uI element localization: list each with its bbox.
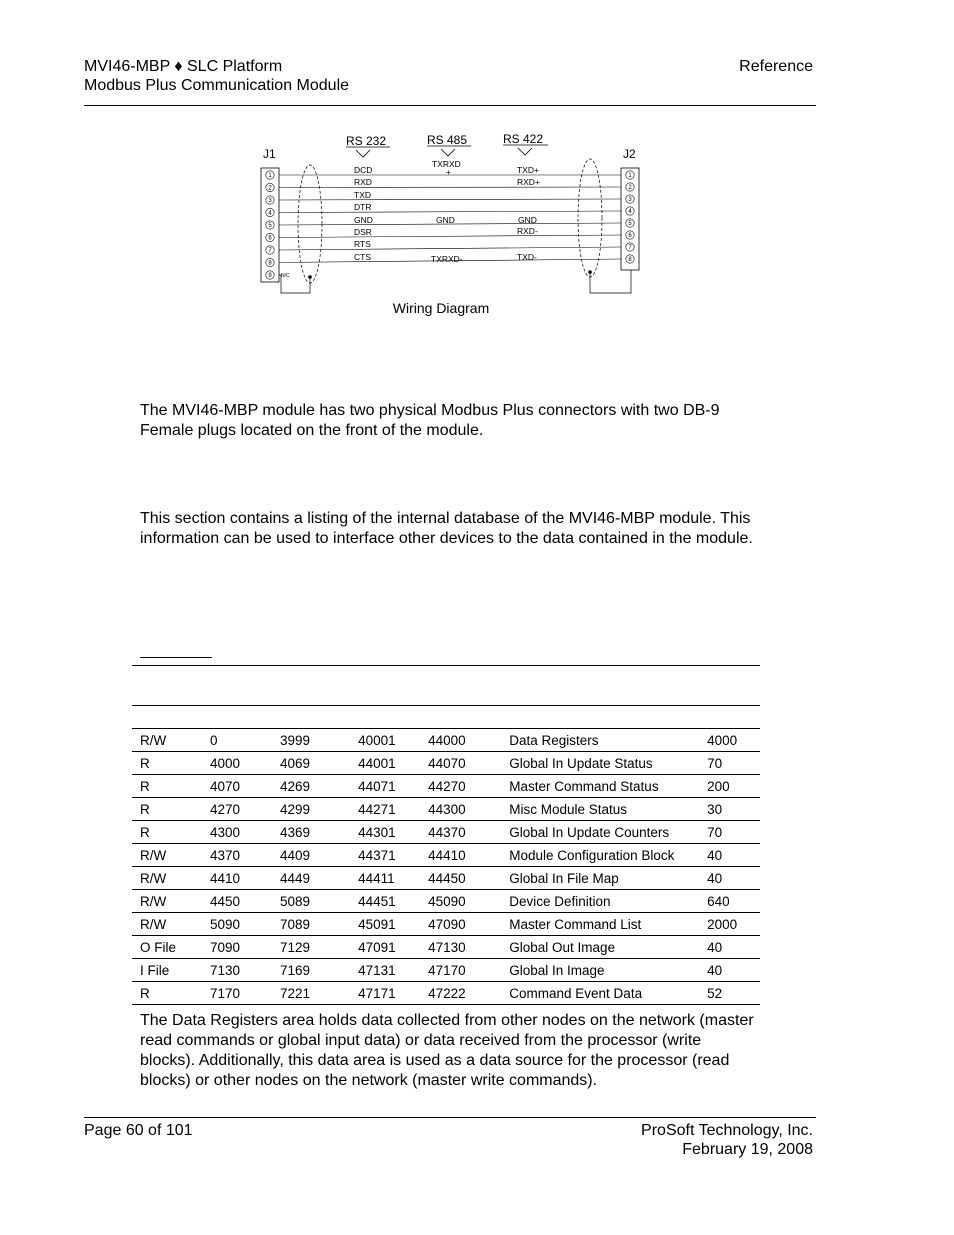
wiring-diagram [250, 128, 650, 324]
cell-end-register: 5089 [272, 890, 350, 913]
cell-modbus-end: 44270 [420, 775, 501, 798]
j1-pin-9: 9 [268, 273, 272, 279]
cell-description: Global In Image [501, 959, 699, 982]
j1-pin-4: 4 [268, 210, 272, 217]
cell-size: 40 [699, 867, 760, 890]
cell-start-register: 5090 [202, 913, 272, 936]
rs232-chevron [356, 150, 370, 157]
cell-modbus-end: 47090 [420, 913, 501, 936]
cell-access: I File [132, 959, 202, 982]
cell-access: O File [132, 936, 202, 959]
cell-description: Misc Module Status [501, 798, 699, 821]
rs422-label: RS 422 [503, 132, 544, 146]
cell-modbus-start: 44451 [350, 890, 420, 913]
j1-pin-6: 6 [268, 235, 272, 242]
table-header-rule [132, 705, 760, 706]
table-row [132, 844, 760, 867]
cell-modbus-start: 45091 [350, 913, 420, 936]
database-table [132, 728, 760, 1005]
cell-description: Device Definition [501, 890, 699, 913]
cell-access: R [132, 821, 202, 844]
cell-modbus-start: 47131 [350, 959, 420, 982]
cell-access: R/W [132, 913, 202, 936]
header-divider [84, 105, 816, 106]
cell-modbus-end: 47170 [420, 959, 501, 982]
cell-end-register: 4369 [272, 821, 350, 844]
cell-end-register: 7089 [272, 913, 350, 936]
j1-pin-7: 7 [268, 248, 272, 254]
cell-modbus-end: 44370 [420, 821, 501, 844]
cell-description: Global In Update Counters [501, 821, 699, 844]
cell-modbus-start: 44371 [350, 844, 420, 867]
page-number: Page 60 of 101 [84, 1122, 193, 1139]
cell-description: Command Event Data [501, 982, 699, 1005]
sig-cts: CTS [354, 252, 371, 262]
cell-description: Master Command Status [501, 775, 699, 798]
cell-size: 40 [699, 936, 760, 959]
table-row [132, 913, 760, 936]
cell-start-register: 7130 [202, 959, 272, 982]
sig-dsr: DSR [354, 227, 372, 237]
cell-start-register: 4270 [202, 798, 272, 821]
j1-pin-1: 1 [268, 173, 272, 179]
cell-modbus-end: 47222 [420, 982, 501, 1005]
sig-rxd-plus: RXD+ [517, 177, 540, 187]
cell-modbus-end: 44000 [420, 729, 501, 752]
footer-divider [84, 1117, 816, 1118]
table-row [132, 890, 760, 913]
j2-pin-8: 8 [628, 257, 632, 263]
j1-pins [266, 171, 274, 279]
section-heading-rule [140, 657, 212, 658]
table-row [132, 821, 760, 844]
cell-description: Global Out Image [501, 936, 699, 959]
sig-rts: RTS [354, 239, 371, 249]
cell-end-register: 4299 [272, 798, 350, 821]
j1-label: J1 [263, 147, 276, 161]
j1-pin9-note: N/C [281, 273, 290, 279]
cell-end-register: 4449 [272, 867, 350, 890]
section-name: Reference [739, 58, 813, 75]
sig-dtr: DTR [354, 202, 372, 212]
company-name: ProSoft Technology, Inc. [641, 1122, 813, 1139]
j1-pin-8: 8 [268, 260, 272, 267]
cell-modbus-start: 44001 [350, 752, 420, 775]
cell-modbus-end: 44070 [420, 752, 501, 775]
cell-end-register: 7221 [272, 982, 350, 1005]
cell-modbus-start: 44301 [350, 821, 420, 844]
table-row [132, 982, 760, 1005]
cell-start-register: 4410 [202, 867, 272, 890]
table-row [132, 775, 760, 798]
cell-end-register: 7169 [272, 959, 350, 982]
sig-gnd-232: GND [354, 215, 373, 225]
cell-modbus-end: 44450 [420, 867, 501, 890]
sig-txrxd-plus: TXRXD [432, 159, 461, 169]
cell-modbus-start: 44071 [350, 775, 420, 798]
j2-pin-3: 3 [628, 197, 632, 203]
sig-txd: TXD [354, 190, 371, 200]
sig-rxd: RXD [354, 177, 372, 187]
cell-end-register: 4409 [272, 844, 350, 867]
j1-pin-5: 5 [268, 223, 272, 229]
page-footer-right [641, 1121, 813, 1159]
rs485-chevron [441, 149, 455, 156]
publish-date: February 19, 2008 [682, 1141, 813, 1158]
cell-description: Global In Update Status [501, 752, 699, 775]
table-row [132, 959, 760, 982]
table-top-rule [132, 665, 760, 666]
cell-size: 30 [699, 798, 760, 821]
cell-modbus-start: 40001 [350, 729, 420, 752]
rs232-signals [354, 165, 373, 262]
database-intro-paragraph: This section contains a listing of the internal database of the MVI46-MBP module. This information can be used to interface other devices to the data contained in the module. [140, 510, 753, 547]
cell-modbus-start: 47091 [350, 936, 420, 959]
cell-start-register: 4000 [202, 752, 272, 775]
cell-size: 200 [699, 775, 760, 798]
cell-modbus-start: 44271 [350, 798, 420, 821]
rs422-chevron [518, 148, 532, 155]
cell-end-register: 7129 [272, 936, 350, 959]
rs485-label: RS 485 [427, 133, 468, 147]
j1-pin-2: 2 [268, 185, 272, 192]
product-line: MVI46-MBP ♦ SLC Platform [84, 58, 283, 75]
sig-gnd-485: GND [436, 215, 455, 225]
sig-txd-plus: TXD+ [517, 165, 539, 175]
table-row [132, 729, 760, 752]
data-registers-paragraph: The Data Registers area holds data collected from other nodes on the network (master read commands or global input data) or data received from the processor (write blocks). Additionally, this data area is used as a data source for the processor (read blocks) or other nodes on the network (master write commands). [140, 1012, 754, 1089]
j2-pin-6: 6 [628, 233, 632, 239]
cell-modbus-end: 45090 [420, 890, 501, 913]
cell-size: 70 [699, 821, 760, 844]
cell-size: 40 [699, 844, 760, 867]
cell-modbus-end: 44410 [420, 844, 501, 867]
sig-plus: + [446, 167, 451, 177]
j2-label: J2 [623, 147, 636, 161]
cell-size: 70 [699, 752, 760, 775]
cell-start-register: 7170 [202, 982, 272, 1005]
cell-modbus-start: 44411 [350, 867, 420, 890]
cell-size: 4000 [699, 729, 760, 752]
cell-start-register: 4300 [202, 821, 272, 844]
j2-pin-1: 1 [628, 173, 632, 179]
sig-gnd-422: GND [518, 215, 537, 225]
j2-pin-5: 5 [628, 221, 632, 227]
page-header-left [84, 57, 349, 95]
cell-access: R/W [132, 867, 202, 890]
cell-description: Module Configuration Block [501, 844, 699, 867]
cell-modbus-start: 47171 [350, 982, 420, 1005]
module-name: Modbus Plus Communication Module [84, 77, 350, 94]
j2-pin-2: 2 [628, 185, 632, 191]
cell-access: R [132, 752, 202, 775]
cell-access: R [132, 798, 202, 821]
cell-modbus-end: 44300 [420, 798, 501, 821]
cell-access: R/W [132, 844, 202, 867]
table-row [132, 798, 760, 821]
cell-modbus-end: 47130 [420, 936, 501, 959]
table-row [132, 867, 760, 890]
cell-description: Data Registers [501, 729, 699, 752]
cell-access: R [132, 775, 202, 798]
j1-pin-3: 3 [268, 198, 272, 204]
cell-start-register: 4370 [202, 844, 272, 867]
cell-end-register: 3999 [272, 729, 350, 752]
rs232-label: RS 232 [346, 134, 387, 148]
cell-description: Master Command List [501, 913, 699, 936]
cell-end-register: 4269 [272, 775, 350, 798]
cell-start-register: 4070 [202, 775, 272, 798]
table-row [132, 752, 760, 775]
connectors-paragraph: The MVI46-MBP module has two physical Modbus Plus connectors with two DB-9 Female plugs located on the front of the module. [140, 402, 720, 439]
cell-access: R/W [132, 890, 202, 913]
j2-pin-4: 4 [628, 209, 632, 215]
cell-start-register: 7090 [202, 936, 272, 959]
j2-drain [590, 270, 631, 293]
sig-rxd-minus: RXD- [517, 226, 538, 236]
cell-size: 52 [699, 982, 760, 1005]
sig-txrxd-minus: TXRXD- [431, 254, 463, 264]
cell-size: 2000 [699, 913, 760, 936]
cell-access: R [132, 982, 202, 1005]
cell-access: R/W [132, 729, 202, 752]
sig-dcd: DCD [354, 165, 373, 175]
cell-start-register: 0 [202, 729, 272, 752]
cell-size: 40 [699, 959, 760, 982]
diagram-caption: Wiring Diagram [392, 300, 490, 316]
cell-size: 640 [699, 890, 760, 913]
cell-start-register: 4450 [202, 890, 272, 913]
database-table-body [132, 729, 760, 1005]
j2-pin-7: 7 [628, 245, 632, 251]
cell-end-register: 4069 [272, 752, 350, 775]
j2-pins [626, 171, 634, 263]
table-row [132, 936, 760, 959]
sig-txd-minus: TXD- [517, 252, 537, 262]
cell-description: Global In File Map [501, 867, 699, 890]
j1-shield [298, 165, 322, 283]
